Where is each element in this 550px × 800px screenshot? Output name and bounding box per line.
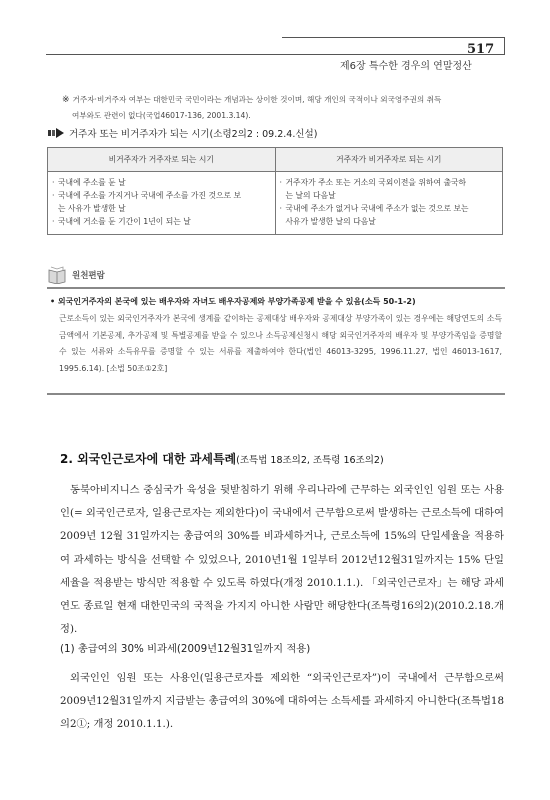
section-2-title-ref: (조특법 18조의2, 조특령 16조의2): [236, 455, 384, 466]
section-heading: [48, 126, 317, 140]
section-2-paragraph-text: 동북아비지니스 중심국가 육성을 뒷받침하기 위해 우리나라에 근무하는 외국인인 임원 또는 사용인(= 외국인근로자, 일용근로자는 제외한다)이 국내에서 근무함으로써 발생하는 근로소득에 대하여 2009년 12월 31일까지는 총급여의 30%를 비과세하거나, 근로소득에 15%의 단일세율을 적용하여 과세하는 방식을 선택할 수 있었으나, 2010년1월 1일부터 2012년12월31일까지는 15% 단일세율을 적용받는 방식만 적용할 수 있도록 하였다(개정 2010.1.1.). 「외국인근로자」는 해당 과세연도 종료일 현재 대한민국의 국적을 가지지 아니한 사람만 해당한다(조특령16의2)(2010.2.18.개정).: [60, 484, 504, 636]
case-law-bullet: • 외국인거주자의 본국에 있는 배우자와 자녀도 배우자공제와 부양가족공제 받을 수 있음(소득 50-1-2): [50, 297, 416, 306]
table-cell-left: [48, 172, 276, 235]
subsection-1-title: (1) 총급여의 30% 비과세(2009년12월31일까지 적용): [60, 643, 311, 655]
list-item-continuation: 사유가 발생한 날의 다음날: [285, 217, 376, 226]
subsection-1-paragraph: [60, 667, 504, 737]
book-icon: [47, 266, 67, 284]
case-law-header: [47, 266, 105, 284]
section-2-paragraph: [60, 479, 504, 641]
page-number: 517: [467, 42, 495, 57]
list-item: · 국내에 주소가 없거나 국내에 주소가 없는 것으로 보는: [280, 202, 499, 215]
section-2-title: [60, 450, 384, 467]
note-symbol: ※: [62, 95, 70, 105]
table-header-right: 거주자가 비거주자로 되는 시기: [275, 148, 503, 172]
list-item: · 국내에 거소를 둔 기간이 1년이 되는 날: [52, 215, 271, 228]
note-block: [62, 92, 507, 123]
list-item-continuation: 는 사유가 발생한 날: [58, 204, 126, 213]
arrow-right-icon: [48, 128, 64, 138]
subsection-1-paragraph-text: 외국인인 임원 또는 사용인(일용근로자를 제외한 “외국인근로자”)이 국내에서 근무함으로써 2009년12월31일까지 지급받는 총급여의 30%에 대하여는 소득세를 과세하지 아니한다(조특법18의2①; 개정 2010.1.1.).: [60, 672, 504, 731]
note-line-2: 여부와도 관련이 없다(국업46017-136, 2001.3.14).: [72, 111, 251, 120]
header-rule: [46, 54, 504, 55]
case-law-top-rule: [47, 287, 505, 289]
list-item: · 거주자가 주소 또는 거소의 국외이전을 위하여 출국하: [280, 176, 499, 189]
table-cell-right: [275, 172, 503, 235]
case-law-title: 원천편람: [72, 271, 105, 281]
case-law-body: 근로소득이 있는 외국인거주자가 본국에 생계를 같이하는 공제대상 배우자와 공제대상 부양가족이 있는 경우에는 해당연도의 소득금액에서 기본공제, 추가공제 및 특별공제를 받을 수 있으나 소득공제신청시 해당 외국인거주자의 배우자 및 부양가족임을 증명할 수 있는 서류와 소득유무를 증명할 수 있는 서류를 제출하여야 한다(법인 46013-3295, 1996.11.27, 법인 46013-1617, 1995.6.14). [소법 50조①2호]: [59, 314, 502, 373]
section-2-title-text: 2. 외국인근로자에 대한 과세특례: [60, 452, 237, 466]
list-item-continuation: 는 날의 다음날: [285, 191, 336, 200]
residency-table: [47, 147, 503, 235]
section-heading-text: 거주자 또는 비거주자가 되는 시기(소령2의2 : 09.2.4.신설): [69, 129, 318, 140]
table-header-left: 비거주자가 거주자로 되는 시기: [48, 148, 276, 172]
list-item: · 국내에 주소를 가지거나 국내에 주소를 가진 것으로 보: [52, 189, 271, 202]
note-line-1: 거주자·비거주자 여부는 대한민국 국민이라는 개념과는 상이한 것이며, 해당 개인의 국적이나 외국영주권의 취득: [72, 95, 442, 104]
case-law-bottom-rule: [47, 393, 505, 395]
list-item: · 국내에 주소를 둔 날: [52, 176, 271, 189]
chapter-title: 제6장 특수한 경우의 연말정산: [340, 61, 472, 72]
